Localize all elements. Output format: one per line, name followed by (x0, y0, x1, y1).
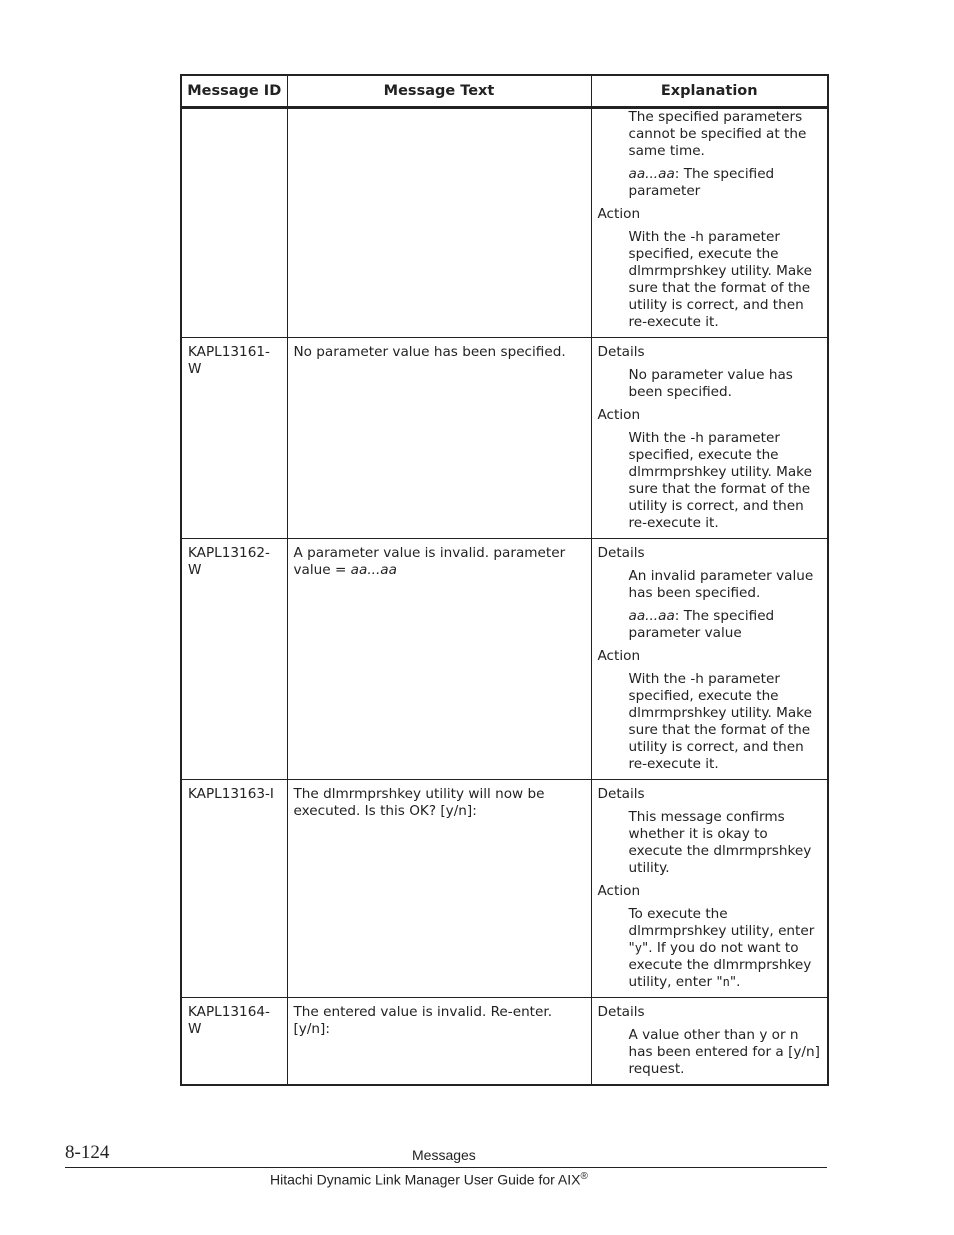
explanation-paragraph: No parameter value has been specified. (628, 367, 793, 400)
footer-document-title (270, 1171, 588, 1188)
table-row (181, 539, 828, 780)
action-heading: Action (597, 206, 641, 222)
code-y: y (634, 941, 642, 955)
column-header-message-text: Message Text (287, 75, 591, 108)
explanation-paragraph: With the -h parameter specified, execute the dlmrmprshkey utility. Make sure that the format of the utility is correct, and then re-execute it. (628, 671, 812, 772)
table-row (181, 998, 828, 1086)
message-id-cell: KAPL13163-I (181, 780, 287, 998)
message-id-cell: KAPL13164-W (181, 998, 287, 1086)
explanation-paragraph (629, 608, 823, 642)
variable-text: aa...aa (350, 562, 397, 578)
message-text-cell: No parameter value has been specified. (287, 338, 591, 539)
message-text-cell: The entered value is invalid. Re-enter. [y/n]: (287, 998, 591, 1086)
action-heading: Action (597, 883, 641, 899)
explanation-paragraph (629, 166, 823, 200)
explanation-paragraph: This message confirms whether it is okay to execute the dlmrmprshkey utility. (628, 809, 812, 876)
footer-section-name: Messages (412, 1147, 476, 1163)
messages-table (180, 74, 829, 1086)
column-header-explanation: Explanation (591, 75, 828, 108)
table-header-row (181, 75, 828, 108)
table-row (181, 338, 828, 539)
explanation-cell (591, 998, 828, 1086)
explanation-paragraph: An invalid parameter value has been specified. (628, 568, 814, 601)
message-text-cell: The dlmrmprshkey utility will now be executed. Is this OK? [y/n]: (287, 780, 591, 998)
document-title-text: Hitachi Dynamic Link Manager User Guide for AIX (270, 1171, 581, 1188)
action-heading: Action (597, 648, 641, 664)
explanation-paragraph: A value other than y or n has been entered for a [y/n] request. (628, 1027, 820, 1077)
details-heading: Details (597, 545, 645, 561)
paragraph-text: To execute the dlmrmprshkey utility, enter " (628, 906, 815, 956)
message-id-cell: KAPL13161-W (181, 338, 287, 539)
explanation-paragraph (629, 906, 823, 991)
explanation-cell (591, 780, 828, 998)
registered-mark: ® (580, 1171, 588, 1182)
column-header-message-id: Message ID (181, 75, 287, 108)
variable-text: aa...aa (628, 166, 675, 182)
explanation-cell (591, 108, 828, 338)
details-heading: Details (597, 344, 645, 360)
details-heading: Details (597, 1004, 645, 1020)
paragraph-text: ". If you do not want to execute the dlmrmprshkey utility, enter " (628, 940, 812, 990)
footer-divider (65, 1167, 827, 1168)
code-n: n (722, 975, 730, 989)
paragraph-text: ". (729, 974, 741, 990)
action-heading: Action (597, 407, 641, 423)
message-text: A parameter value is invalid. parameter value = (293, 545, 566, 578)
explanation-paragraph: With the -h parameter specified, execute the dlmrmprshkey utility. Make sure that the format of the utility is correct, and then re-execute it. (628, 430, 812, 531)
paragraph-text: : The specified parameter value (628, 608, 775, 641)
details-heading: Details (597, 786, 645, 802)
message-text-cell (287, 539, 591, 780)
explanation-paragraph: With the -h parameter specified, execute the dlmrmprshkey utility. Make sure that the format of the utility is correct, and then re-execute it. (628, 229, 812, 330)
variable-text: aa...aa (628, 608, 675, 624)
explanation-cell (591, 539, 828, 780)
message-text-cell (287, 108, 591, 338)
message-id-cell: KAPL13162-W (181, 539, 287, 780)
message-id-cell (181, 108, 287, 338)
table-row (181, 780, 828, 998)
table-row (181, 108, 828, 338)
explanation-paragraph: The specified parameters cannot be specified at the same time. (628, 109, 807, 159)
page-number: 8-124 (65, 1142, 110, 1163)
paragraph-text: : The specified parameter (628, 166, 775, 199)
explanation-cell (591, 338, 828, 539)
